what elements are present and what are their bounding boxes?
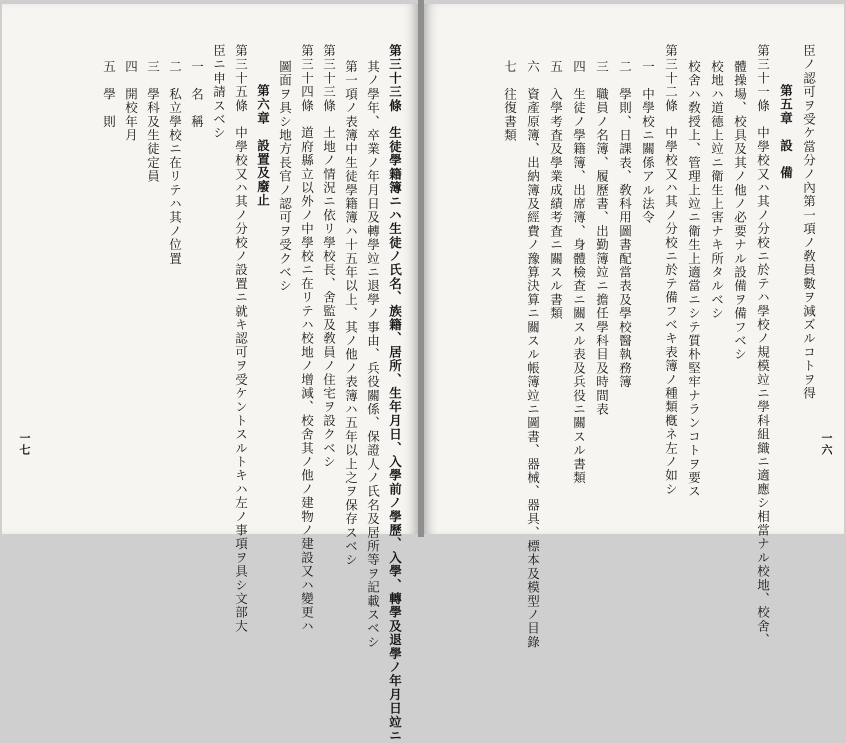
list-item-7: 七 往復書類 bbox=[502, 60, 518, 143]
right-page bbox=[424, 4, 844, 650]
list-item-3: 三 學科及生徒定員 bbox=[145, 60, 161, 184]
article-34-line-1: 第三十四條 道府縣立以外ノ中學校ニ在リテハ校地ノ增減、校舍其ノ他ノ建物ノ建設又ハ變更ハ bbox=[299, 44, 315, 634]
list-item-2: 二 學則、日課表、敎科用圖書配當表及學校醫執務簿 bbox=[617, 60, 633, 389]
article-31-line-3: 校地ハ道德上竝ニ衛生上害ナキ所タルベシ bbox=[709, 60, 725, 321]
article-31-line-2: 體操場、校具及其ノ他ノ必要ナル設備ヲ備フベシ bbox=[732, 60, 748, 362]
article-33-line-1: 第三十三條 生徒學籍簿ニハ生徒ノ氏名、族籍、居所、生年月日、入學前ノ學歷、入學、轉學及退學ノ年月日竝ニ bbox=[387, 44, 403, 743]
prev-article-continuation: 臣ノ認可ヲ受ケ當分ノ內第一項ノ敎員數ヲ減ズルコトヲ得 bbox=[801, 44, 817, 401]
left-page bbox=[2, 4, 418, 743]
article-31-line-1: 第三十一條 中學校又ハ其ノ分校ニ於テハ學校ノ規模竝ニ學科組織ニ適應シ相當ナル校地、校舍、 bbox=[755, 44, 771, 647]
list-item-2: 二 私立學校ニ在リテハ其ノ位置 bbox=[167, 60, 183, 266]
list-item-5: 五 入學考査及學業成績考査ニ關スル書類 bbox=[548, 60, 564, 321]
list-item-6: 六 資產原簿、出納簿及經費ノ豫算決算ニ關スル帳簿竝ニ圖書、器械、器具、標本及模型ノ目錄 bbox=[525, 60, 541, 650]
chapter-5-heading: 第五章 設 備 bbox=[778, 84, 794, 180]
list-item-5: 五 學 則 bbox=[101, 60, 117, 129]
article-35-line-1: 第三十五條 中學校又ハ其ノ分校ノ設置ニ就キ認可ヲ受ケントスルトキハ左ノ事項ヲ具シ文部大 bbox=[233, 44, 249, 634]
article-32-line-1: 第三十二條 中學校又ハ其ノ分校ニ於テ備フベキ表簿ノ種類槪ネ左ノ如シ bbox=[663, 44, 679, 497]
list-item-1: 一 中學校ニ關係アル法令 bbox=[640, 60, 656, 225]
list-item-3: 三 職員ノ名簿、履歷書、出勤簿竝ニ擔任學科目及時間表 bbox=[594, 60, 610, 417]
page-number: 一六 bbox=[820, 432, 833, 456]
article-34-line-2: 圖面ヲ具シ地方長官ノ認可ヲ受クベシ bbox=[277, 60, 293, 293]
article-35-line-2: 臣ニ申請スベシ bbox=[211, 44, 227, 140]
article-33b-line: 第三十三條 土地ノ情況ニ依リ學校長、舍監及敎員ノ住宅ヲ設クベシ bbox=[321, 44, 337, 469]
article-33-line-2: 其ノ學年、卒業ノ年月日及轉學竝ニ退學ノ事由、兵役關係、保證人ノ氏名及居所等ヲ記載スベシ bbox=[365, 60, 381, 650]
article-33-line-3: 第一項ノ表簿中生徒學籍簿ハ十五年以上、其ノ他ノ表簿ハ五年以上之ヲ保存スベシ bbox=[343, 60, 359, 567]
list-item-4: 四 開校年月 bbox=[123, 60, 139, 143]
chapter-6-heading: 第六章 設置及廢止 bbox=[255, 84, 271, 208]
page-number: 一七 bbox=[18, 432, 31, 456]
article-31-line-4: 校舍ハ敎授上、管理上竝ニ衛生上適當ニシテ質朴堅牢ナランコトヲ要ス bbox=[686, 60, 702, 499]
list-item-4: 四 生徒ノ學籍簿、出席簿、身體檢查ニ關スル表及兵役ニ關スル書類 bbox=[571, 60, 587, 485]
list-item-1: 一 名 稱 bbox=[189, 60, 205, 129]
